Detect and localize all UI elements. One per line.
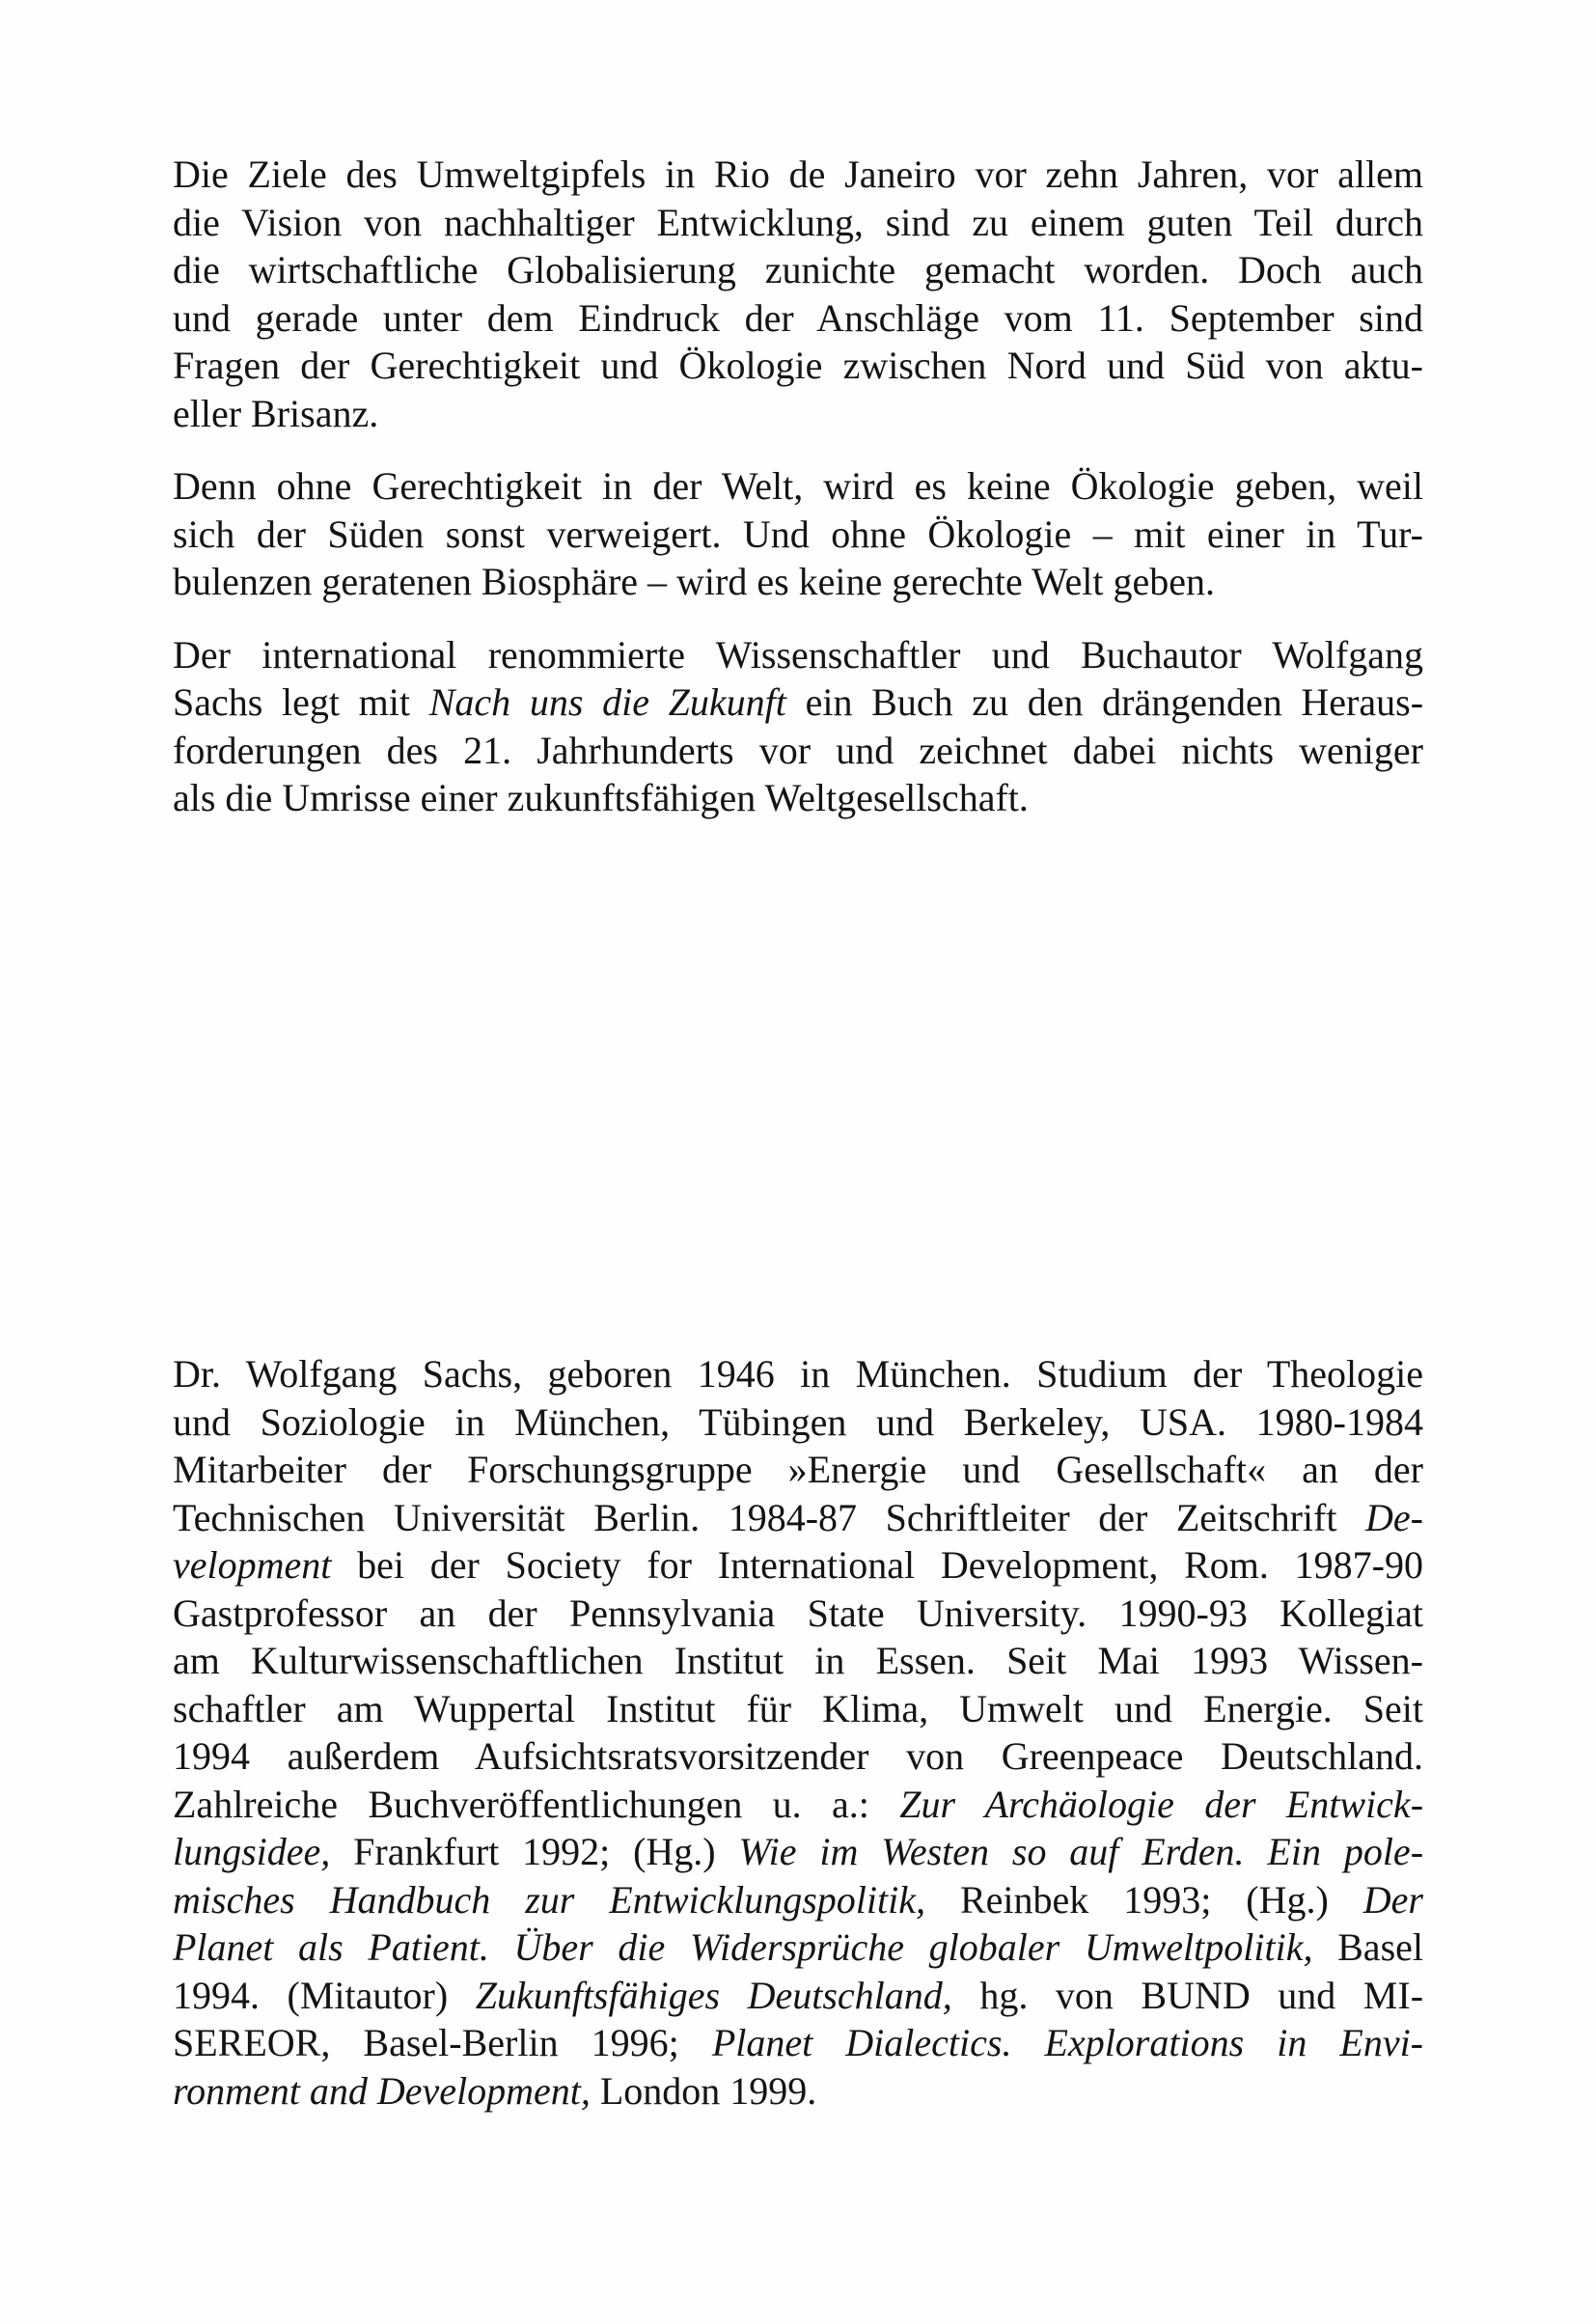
text-line: Der international renommierte Wissenschaftler und Buchautor Wolfgang	[173, 632, 1423, 677]
text-line: bulenzen geratenen Biosphäre – wird es keine gerechte Welt geben.	[173, 560, 1216, 603]
text-line: Die Ziele des Umweltgipfels in Rio de Janeiro vor zehn Jahren, vor allem	[173, 152, 1423, 196]
text-segment: ein Buch zu den drängenden Heraus-	[785, 680, 1424, 724]
text-line: Fragen der Gerechtigkeit und Ökologie zwischen Nord und Süd von aktu-	[173, 344, 1423, 387]
text-line: die wirtschaftliche Globalisierung zunichte gemacht worden. Doch auch	[173, 248, 1423, 291]
author-bio-section	[173, 1350, 1423, 2140]
blurb-paragraph-2	[173, 462, 1423, 606]
blurb-paragraph-1	[173, 151, 1423, 437]
book-title-italic: lungsidee,	[173, 1830, 331, 1873]
text-line: am Kulturwissenschaftlichen Institut in Essen. Seit Mai 1993 Wissen-	[173, 1639, 1423, 1682]
book-title-italic: Planet als Patient. Über die Widersprüche globaler Umweltpolitik,	[173, 1925, 1313, 1969]
text-line: Mitarbeiter der Forschungsgruppe »Energie und Gesellschaft« an der	[173, 1448, 1423, 1491]
text-line	[173, 1541, 1423, 1590]
book-title-italic: Zur Archäologie der Entwick-	[899, 1782, 1424, 1826]
journal-title-italic: velopment	[173, 1543, 332, 1587]
text-line	[173, 1781, 1423, 1829]
text-line: Dr. Wolfgang Sachs, geboren 1946 in München. Studium der Theologie	[173, 1352, 1423, 1396]
text-segment: bei der Society for International Development, Rom. 1987-90	[331, 1543, 1423, 1587]
text-line	[173, 1972, 1423, 2020]
text-line: forderungen des 21. Jahrhunderts vor und zeichnet dabei nichts weniger	[173, 728, 1423, 772]
text-line: 1994 außerdem Aufsichtsratsvorsitzender von Greenpeace Deutschland.	[173, 1734, 1423, 1778]
text-line: die Vision von nachhaltiger Entwicklung, sind zu einem guten Teil durch	[173, 200, 1423, 244]
book-title-italic: Nach uns die Zukunft	[428, 680, 786, 724]
text-segment: London 1999.	[590, 2068, 817, 2113]
book-title-italic: misches Handbuch zur Entwicklungspolitik,	[173, 1877, 926, 1922]
author-bio-paragraph	[173, 1350, 1423, 2115]
text-line	[173, 678, 1423, 727]
text-line	[173, 1828, 1423, 1876]
journal-title-italic: De-	[1365, 1495, 1423, 1539]
text-line: und gerade unter dem Eindruck der Anschläge vom 11. September sind	[173, 295, 1423, 340]
text-line	[173, 1494, 1423, 1542]
text-segment: Sachs legt mit	[173, 680, 429, 724]
book-title-italic: Der	[1362, 1877, 1423, 1922]
text-line: schaftler am Wuppertal Institut für Klima, Umwelt und Energie. Seit	[173, 1686, 1423, 1730]
text-line: Gastprofessor an der Pennsylvania State University. 1990-93 Kollegiat	[173, 1591, 1423, 1635]
book-title-italic: Wie im Westen so auf Erden. Ein pole-	[738, 1830, 1424, 1873]
text-segment: Frankfurt 1992; (Hg.)	[330, 1830, 739, 1873]
book-title-italic: Zukunftsfähiges Deutschland,	[475, 1973, 952, 2017]
text-line: sich der Süden sonst verweigert. Und ohne Ökologie – mit einer in Tur-	[173, 512, 1423, 556]
text-line: Denn ohne Gerechtigkeit in der Welt, wird es keine Ökologie geben, weil	[173, 464, 1423, 508]
text-line	[173, 2019, 1423, 2067]
text-segment: 1994. (Mitautor)	[173, 1973, 476, 2017]
text-line: eller Brisanz.	[173, 391, 379, 435]
text-segment: hg. von BUND und MI-	[951, 1973, 1424, 2017]
text-segment: Reinbek 1993; (Hg.)	[925, 1877, 1363, 1922]
blurb-paragraph-3	[173, 631, 1423, 822]
blurb-section	[173, 151, 1423, 847]
text-segment: Zahlreiche Buchveröffentlichungen u. a.:	[173, 1782, 900, 1826]
book-title-italic: ronment and Development,	[173, 2068, 591, 2113]
book-title-italic: Planet Dialectics. Explorations in Envi-	[711, 2021, 1424, 2064]
text-line: als die Umrisse einer zukunftsfähigen Weltgesellschaft.	[173, 776, 1029, 819]
text-line: und Soziologie in München, Tübingen und Berkeley, USA. 1980-1984	[173, 1399, 1423, 1444]
text-line	[173, 2067, 1423, 2116]
text-segment: Basel	[1312, 1925, 1423, 1969]
text-line	[173, 1923, 1423, 1972]
text-segment: Technischen Universität Berlin. 1984-87 Schriftleiter der Zeitschrift	[173, 1495, 1366, 1539]
text-line	[173, 1876, 1423, 1924]
text-segment: SEREOR, Basel-Berlin 1996;	[173, 2021, 712, 2064]
